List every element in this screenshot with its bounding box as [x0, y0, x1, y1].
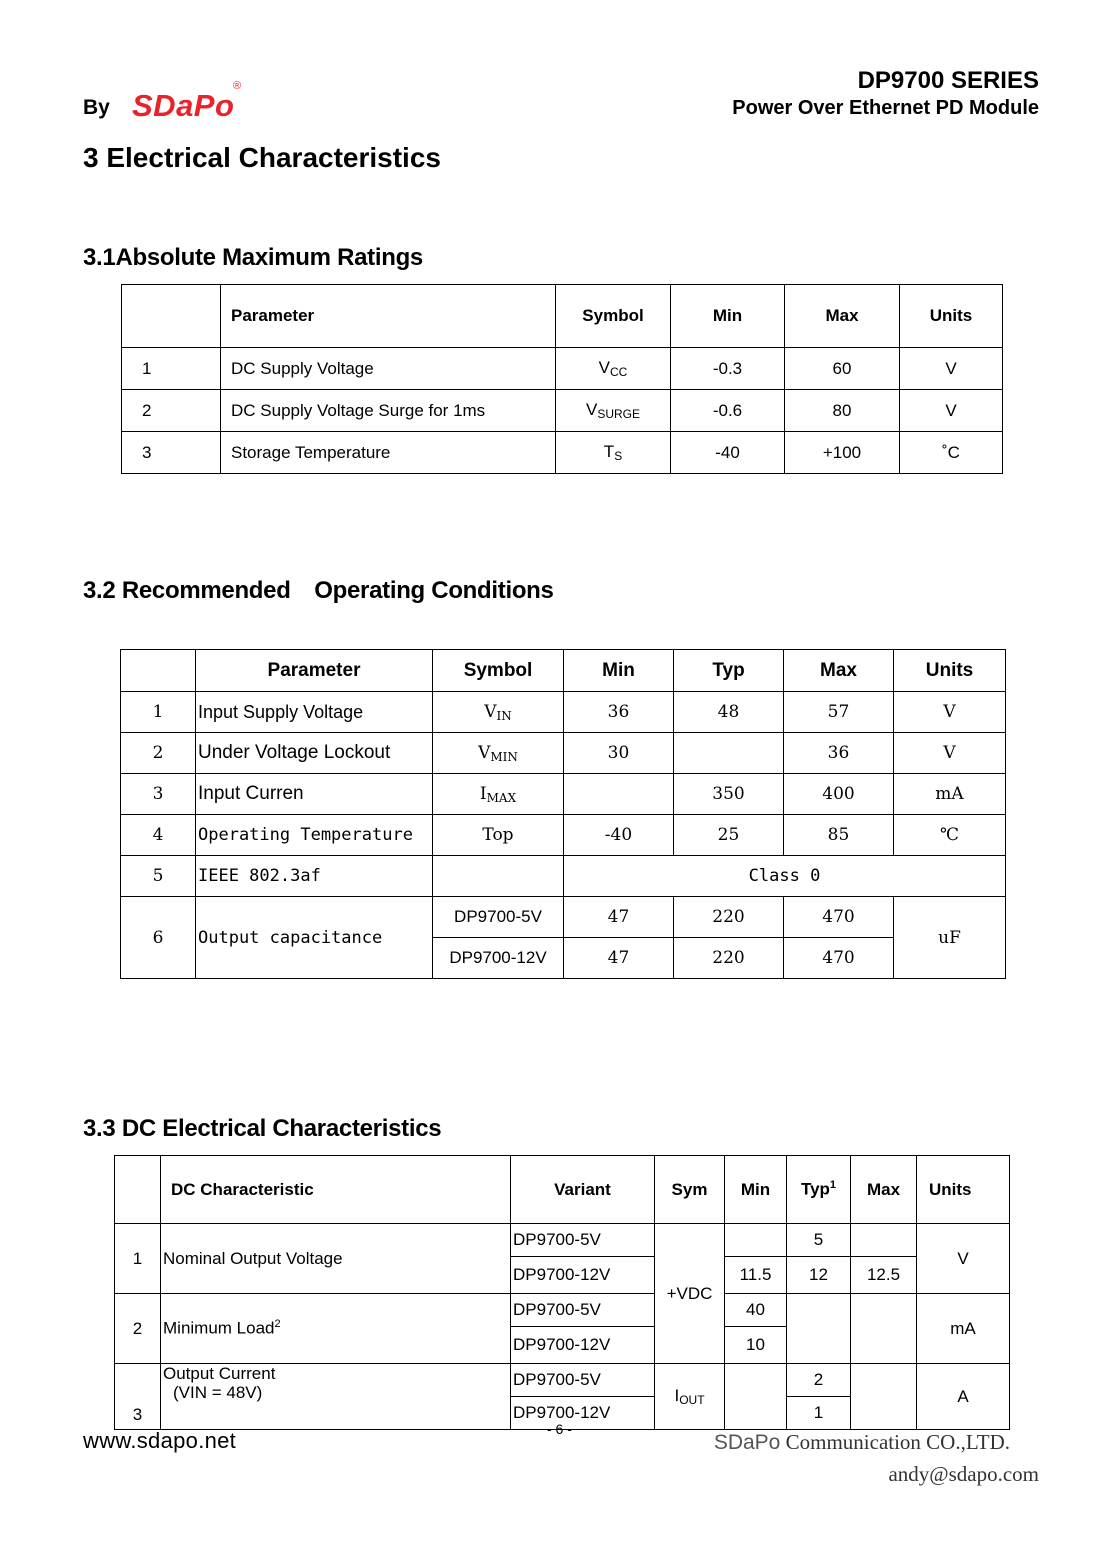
max-value: +100	[785, 432, 900, 474]
row-number: 3	[115, 1364, 161, 1430]
col-header: Units	[900, 285, 1003, 348]
table-row	[121, 733, 1006, 774]
table-row	[115, 1364, 1010, 1397]
row-number: 2	[115, 1294, 161, 1364]
parameter: Input Supply Voltage	[196, 692, 433, 733]
table-row	[121, 692, 1006, 733]
col-header: Typ	[674, 650, 784, 692]
col-header: Max	[785, 285, 900, 348]
footer-company: SDaPo Communication CO.,LTD.	[713, 1430, 1010, 1454]
col-header: Units	[894, 650, 1006, 692]
table-header-row	[122, 285, 1003, 348]
footer-url: www.sdapo.net	[83, 1428, 237, 1453]
table-row	[121, 815, 1006, 856]
class-value: Class 0	[564, 856, 1006, 897]
units: mA	[894, 774, 1006, 815]
abs-max-table	[121, 284, 1003, 474]
units: V	[900, 348, 1003, 390]
parameter: Minimum Load$^2$	[161, 1294, 511, 1364]
min-value: 11.5	[725, 1257, 787, 1294]
max-value: 36	[784, 733, 894, 774]
symbol: +VDC	[655, 1224, 725, 1364]
parameter: Output capacitance	[196, 897, 433, 979]
table-row	[115, 1294, 1010, 1327]
min-value: -0.6	[671, 390, 785, 432]
max-value	[851, 1224, 917, 1257]
variant: DP9700-12V	[511, 1257, 655, 1294]
variant: DP9700-12V	[511, 1397, 655, 1430]
min-value	[564, 774, 674, 815]
variant: DP9700-5V	[511, 1364, 655, 1397]
parameter: Under Voltage Lockout	[196, 733, 433, 774]
parameter: Nominal Output Voltage	[161, 1224, 511, 1294]
symbol: Top	[433, 815, 564, 856]
footer-email: andy@sdapo.com	[888, 1462, 1039, 1486]
parameter: Input Curren	[196, 774, 433, 815]
symbol: $V_{CC}$	[556, 348, 671, 390]
min-value: 47	[564, 938, 674, 979]
typ-value: 2	[787, 1364, 851, 1397]
row-number: 3	[122, 432, 221, 474]
variant: DP9700-12V	[433, 938, 564, 979]
max-value: 60	[785, 348, 900, 390]
symbol: $V_{SURGE}$	[556, 390, 671, 432]
max-value: 12.5	[851, 1257, 917, 1294]
row-number: 1	[121, 692, 196, 733]
symbol	[433, 856, 564, 897]
symbol: $V_{IN}$	[433, 692, 564, 733]
col-header: Typ$^1$	[787, 1156, 851, 1224]
min-value: -0.3	[671, 348, 785, 390]
typ-value	[787, 1294, 851, 1364]
row-number: 2	[122, 390, 221, 432]
col-header: Sym	[655, 1156, 725, 1224]
col-header: Min	[564, 650, 674, 692]
max-value: 400	[784, 774, 894, 815]
typ-value: 350	[674, 774, 784, 815]
row-number: 2	[121, 733, 196, 774]
dc-char-title: 3.3 DC Electrical Characteristics	[83, 1115, 442, 1142]
min-value: 47	[564, 897, 674, 938]
min-value: -40	[671, 432, 785, 474]
rec-op-table	[120, 649, 1006, 979]
col-header: Parameter	[196, 650, 433, 692]
typ-value: 1	[787, 1397, 851, 1430]
min-value: 36	[564, 692, 674, 733]
col-header: Min	[725, 1156, 787, 1224]
col-header: Variant	[511, 1156, 655, 1224]
abs-max-title: 3.1Absolute Maximum Ratings	[83, 244, 423, 271]
col-header	[115, 1156, 161, 1224]
parameter: DC Supply Voltage	[221, 348, 556, 390]
parameter: DC Supply Voltage Surge for 1ms	[221, 390, 556, 432]
typ-value: 25	[674, 815, 784, 856]
units: V	[900, 390, 1003, 432]
table-header-row	[115, 1156, 1010, 1224]
registered-mark: ®	[233, 80, 242, 92]
row-number: 1	[122, 348, 221, 390]
max-value: 470	[784, 897, 894, 938]
col-header: Max	[784, 650, 894, 692]
page-number: - 6 -	[547, 1421, 572, 1437]
symbol: $T_S$	[556, 432, 671, 474]
units: A	[917, 1364, 1010, 1430]
max-value: 80	[785, 390, 900, 432]
parameter: Storage Temperature	[221, 432, 556, 474]
row-number: 1	[115, 1224, 161, 1294]
symbol: $V_{MIN}$	[433, 733, 564, 774]
variant: DP9700-5V	[433, 897, 564, 938]
col-header: Min	[671, 285, 785, 348]
parameter: Operating Temperature	[196, 815, 433, 856]
parameter: Output Current (VIN = 48V)	[161, 1364, 511, 1430]
units: V	[894, 692, 1006, 733]
typ-value: 12	[787, 1257, 851, 1294]
max-value: 470	[784, 938, 894, 979]
dc-char-table	[114, 1155, 1010, 1430]
sdapo-logo: SDaPo	[132, 88, 235, 123]
units: ℃	[894, 815, 1006, 856]
typ-value: 5	[787, 1224, 851, 1257]
variant: DP9700-5V	[511, 1224, 655, 1257]
typ-value: 220	[674, 938, 784, 979]
row-number: 6	[121, 897, 196, 979]
document-series: DP9700 SERIES	[857, 67, 1039, 94]
col-header: Max	[851, 1156, 917, 1224]
max-value	[851, 1294, 917, 1364]
col-header: Units	[917, 1156, 1010, 1224]
section-title: 3 Electrical Characteristics	[83, 142, 441, 173]
min-value	[725, 1364, 787, 1430]
byline: By	[83, 96, 110, 119]
col-header	[121, 650, 196, 692]
table-header-row	[121, 650, 1006, 692]
typ-value: 48	[674, 692, 784, 733]
row-number: 5	[121, 856, 196, 897]
table-row	[121, 856, 1006, 897]
symbol: $I_{MAX}$	[433, 774, 564, 815]
table-row	[115, 1224, 1010, 1257]
table-row	[122, 390, 1003, 432]
units: V	[917, 1224, 1010, 1294]
col-header: Parameter	[221, 285, 556, 348]
typ-value	[674, 733, 784, 774]
symbol: $I_{OUT}$	[655, 1364, 725, 1430]
table-row	[122, 348, 1003, 390]
max-value: 57	[784, 692, 894, 733]
col-header: Symbol	[433, 650, 564, 692]
min-value: 30	[564, 733, 674, 774]
table-row	[122, 432, 1003, 474]
row-number: 3	[121, 774, 196, 815]
variant: DP9700-5V	[511, 1294, 655, 1327]
row-number: 4	[121, 815, 196, 856]
document-subtitle: Power Over Ethernet PD Module	[732, 97, 1039, 119]
variant: DP9700-12V	[511, 1327, 655, 1364]
col-header: DC Characteristic	[161, 1156, 511, 1224]
col-header: Symbol	[556, 285, 671, 348]
min-value: 10	[725, 1327, 787, 1364]
units: V	[894, 733, 1006, 774]
rec-op-title: 3.2 Recommended Operating Conditions	[83, 577, 554, 604]
units: mA	[917, 1294, 1010, 1364]
max-value: 85	[784, 815, 894, 856]
col-header	[122, 285, 221, 348]
typ-value: 220	[674, 897, 784, 938]
units: uF	[894, 897, 1006, 979]
max-value	[851, 1364, 917, 1430]
parameter: IEEE 802.3af	[196, 856, 433, 897]
units: ˚C	[900, 432, 1003, 474]
min-value: -40	[564, 815, 674, 856]
min-value: 40	[725, 1294, 787, 1327]
min-value	[725, 1224, 787, 1257]
table-row	[121, 897, 1006, 938]
table-row	[121, 774, 1006, 815]
